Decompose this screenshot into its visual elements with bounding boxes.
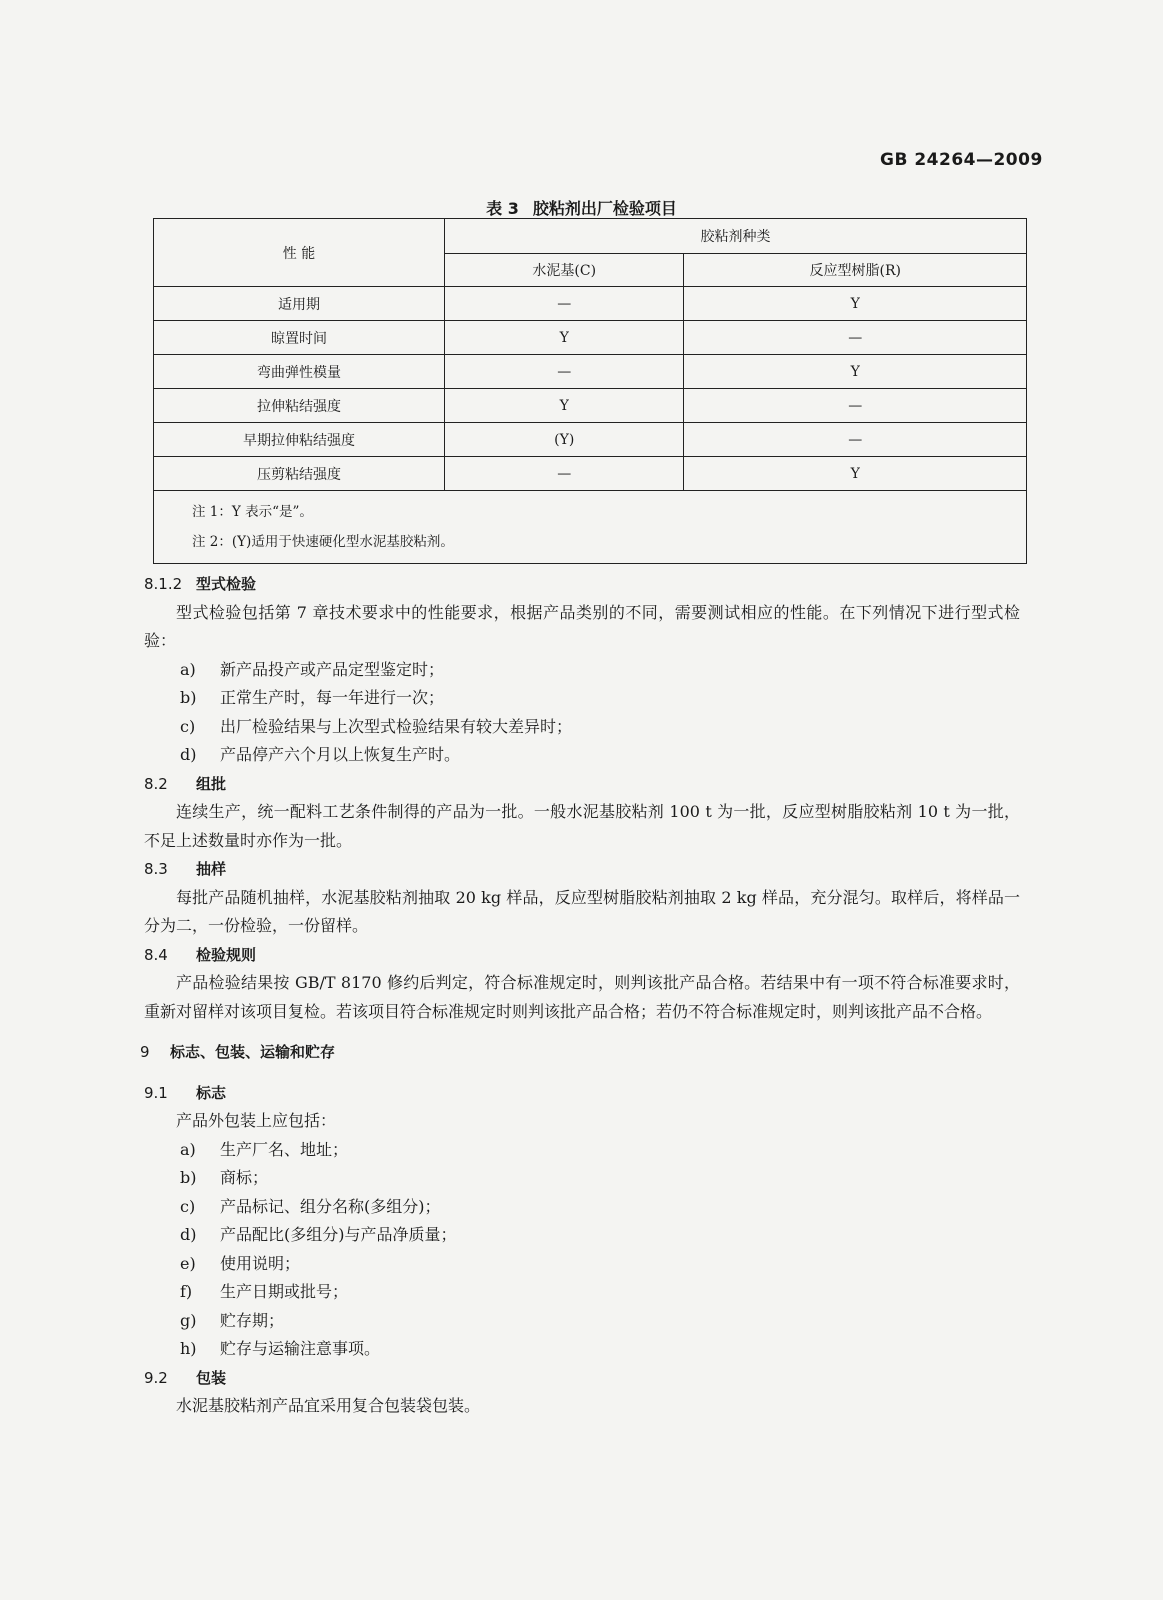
header-cement-based: 水泥基(C)	[445, 254, 684, 287]
section-number: 9.2	[144, 1368, 168, 1387]
list-text: 新产品投产或产品定型鉴定时；	[220, 659, 445, 679]
list-item	[180, 1164, 1020, 1193]
list-item	[180, 741, 1020, 770]
paragraph: 产品检验结果按 GB/T 8170 修约后判定，符合标准规定时，则判该批产品合格。若结果中有一项不符合标准要求时，重新对留样对该项目复检。若该项目符合标准规定时则判该批产品合格；若仍不符合标准规定时，则判该批产品不合格。	[144, 973, 1020, 1021]
list-text: 商标；	[220, 1168, 269, 1187]
header-adhesive-type: 胶粘剂种类	[445, 219, 1027, 254]
table-number: 表 3	[486, 199, 519, 218]
paragraph: 型式检验包括第 7 章技术要求中的性能要求，根据产品类别的不同，需要测试相应的性能。在下列情况下进行型式检验：	[144, 602, 1020, 650]
list-label: e)	[180, 1253, 196, 1273]
section-number: 8.2	[144, 774, 168, 793]
inspection-table	[153, 218, 1027, 564]
section-number: 8.1.2	[144, 575, 183, 593]
table-row	[154, 355, 1027, 389]
row-cement-value: (Y)	[445, 423, 684, 457]
section-heading-9-1	[144, 1079, 1020, 1108]
body-content	[140, 570, 1020, 1421]
table-note-2: 注 2：(Y)适用于快速硬化型水泥基胶粘剂。	[192, 534, 454, 550]
section-heading-9	[140, 1038, 1020, 1067]
row-property: 拉伸粘结强度	[154, 389, 445, 423]
row-property: 适用期	[154, 287, 445, 321]
section-heading-9-2	[144, 1364, 1020, 1393]
row-cement-value: —	[445, 457, 684, 491]
paragraph: 水泥基胶粘剂产品宜采用复合包装袋包装。	[176, 1396, 481, 1415]
paragraph: 每批产品随机抽样，水泥基胶粘剂抽取 20 kg 样品，反应型树脂胶粘剂抽取 2 kg 样品，充分混匀。取样后，将样品一分为二，一份检验，一份留样。	[144, 887, 1020, 935]
list-text: 出厂检验结果与上次型式检验结果有较大差异时；	[220, 716, 573, 736]
paragraph: 连续生产，统一配料工艺条件制得的产品为一批。一般水泥基胶粘剂 100 t 为一批，反应型树脂胶粘剂 10 t 为一批，不足上述数量时亦作为一批。	[144, 802, 1020, 850]
row-cement-value: —	[445, 355, 684, 389]
list-text: 产品停产六个月以上恢复生产时。	[220, 745, 461, 764]
section-title: 标志	[196, 1083, 227, 1102]
row-property: 弯曲弹性模量	[154, 355, 445, 389]
table-row	[154, 389, 1027, 423]
list-label: f)	[180, 1282, 193, 1301]
list-text: 产品配比(多组分)与产品净质量；	[220, 1225, 457, 1244]
table-row	[154, 457, 1027, 491]
list-text: 生产厂名、地址；	[220, 1139, 349, 1159]
list-item	[180, 1136, 1020, 1165]
list-label: c)	[180, 716, 196, 736]
list-label: a)	[180, 1139, 196, 1159]
row-cement-value: Y	[445, 389, 684, 423]
list-item	[180, 1221, 1020, 1250]
list-label: d)	[180, 745, 197, 764]
section-number: 8.4	[144, 945, 168, 964]
list-text: 使用说明；	[220, 1253, 301, 1273]
section-title: 型式检验	[196, 575, 257, 593]
section-number: 8.3	[144, 860, 168, 878]
row-property: 早期拉伸粘结强度	[154, 423, 445, 457]
list-item	[180, 684, 1020, 713]
table-row	[154, 423, 1027, 457]
table-notes-row	[154, 491, 1027, 564]
standard-number: GB 24264—2009	[880, 150, 1043, 170]
table-note-1: 注 1：Y 表示“是”。	[192, 504, 313, 520]
header-reactive-resin: 反应型树脂(R)	[684, 254, 1027, 287]
list-text: 生产日期或批号；	[220, 1282, 349, 1301]
paragraph: 产品外包装上应包括：	[176, 1111, 337, 1130]
list-item	[180, 1193, 1020, 1222]
row-resin-value: —	[684, 321, 1027, 355]
section-title: 包装	[196, 1368, 227, 1387]
row-resin-value: —	[684, 423, 1027, 457]
row-cement-value: Y	[445, 321, 684, 355]
list-label: b)	[180, 688, 197, 707]
list-item	[180, 1250, 1020, 1279]
section-title: 组批	[196, 774, 227, 793]
list-label: h)	[180, 1339, 197, 1358]
section-heading-8-3	[144, 855, 1020, 884]
row-resin-value: Y	[684, 355, 1027, 389]
list-text: 贮存与运输注意事项。	[220, 1339, 381, 1358]
list-label: d)	[180, 1225, 197, 1244]
list-label: b)	[180, 1168, 197, 1187]
section-title: 标志、包装、运输和贮存	[170, 1043, 336, 1061]
section-heading-8-4	[144, 941, 1020, 970]
row-resin-value: —	[684, 389, 1027, 423]
list-item	[180, 656, 1020, 685]
table-title	[0, 196, 1163, 219]
table-notes	[154, 491, 1027, 564]
list-label: c)	[180, 1196, 196, 1216]
section-number: 9	[140, 1043, 150, 1061]
table-caption: 胶粘剂出厂检验项目	[532, 199, 677, 218]
row-property: 压剪粘结强度	[154, 457, 445, 491]
list-item	[180, 1307, 1020, 1336]
row-resin-value: Y	[684, 287, 1027, 321]
row-property: 晾置时间	[154, 321, 445, 355]
list-label: g)	[180, 1310, 197, 1330]
table-row	[154, 287, 1027, 321]
section-heading-8-2	[144, 770, 1020, 799]
list-text: 产品标记、组分名称(多组分)；	[220, 1196, 441, 1216]
section-title: 抽样	[196, 860, 227, 878]
list-item	[180, 1335, 1020, 1364]
row-resin-value: Y	[684, 457, 1027, 491]
row-cement-value: —	[445, 287, 684, 321]
section-heading-8-1-2	[144, 570, 1020, 599]
list-item	[180, 713, 1020, 742]
list-text: 正常生产时，每一年进行一次；	[220, 688, 445, 707]
list-text: 贮存期；	[220, 1310, 285, 1330]
section-number: 9.1	[144, 1083, 168, 1102]
list-item	[180, 1278, 1020, 1307]
list-label: a)	[180, 659, 196, 679]
table-header-row	[154, 219, 1027, 254]
table-row	[154, 321, 1027, 355]
section-title: 检验规则	[196, 945, 257, 964]
header-property: 性 能	[154, 219, 445, 287]
